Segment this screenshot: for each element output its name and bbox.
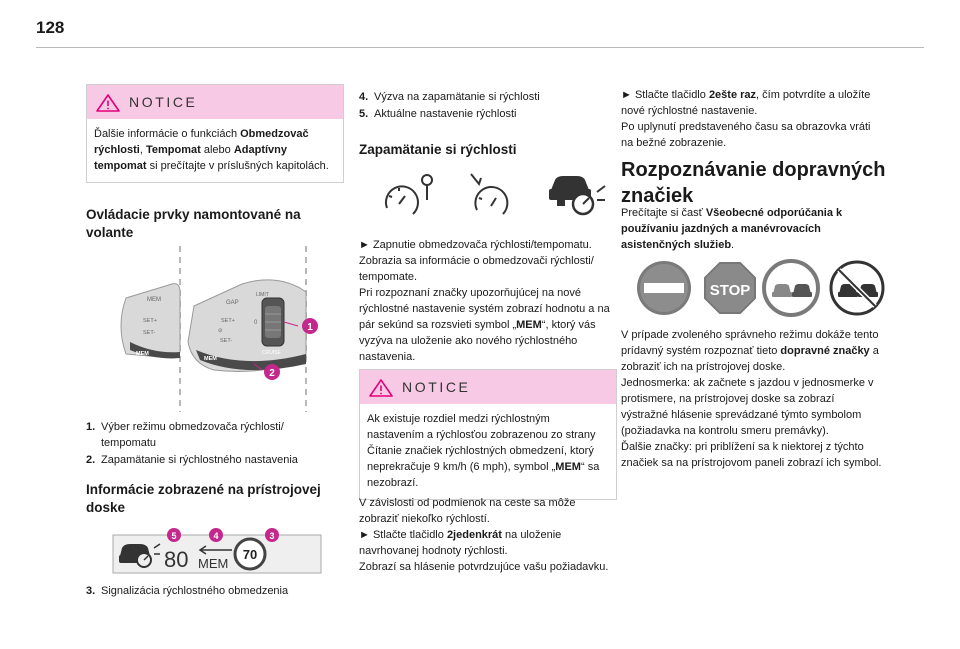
steering-stalk-illustration: [114, 246, 346, 412]
notice-box: [86, 84, 344, 183]
svg-text:MEM: MEM: [204, 356, 217, 362]
display-list-cont: [359, 89, 615, 123]
mem-indicator: MEM: [198, 556, 229, 571]
stop-sign-icon: [703, 261, 757, 315]
set-plus-label: SET+: [221, 318, 235, 324]
current-speed: 80: [164, 547, 189, 572]
list-item: 4. Výzva na zapamätanie si rýchlosti: [359, 91, 540, 103]
heading-steering-controls: Ovládacie prvky namontované na volante: [86, 207, 301, 240]
notice-text: Ak existuje rozdiel medzi rýchlostným nastavením a rýchlosťou zobrazenou zo strany Čítanie značiek rýchlostných obmedzení, ktorý neprekračuje 9 km/h (6 mph), symbol „MEM“ sa nezobrazí.: [367, 413, 600, 489]
svg-text:2: 2: [269, 368, 275, 379]
confirm-text: ► Stlačte tlačidlo 2ešte raz, čím potvrdíte a uložíte nové rýchlostné nastavenie. Po uplynutí predstaveného času sa obrazovka vráti na bežné zobrazenie.: [621, 89, 871, 149]
svg-text:⊘: ⊘: [218, 328, 223, 334]
list-item: 5. Aktuálne nastavenie rýchlosti: [359, 108, 517, 120]
notice-title: NOTICE: [129, 94, 198, 110]
warning-icon: [368, 378, 394, 398]
svg-text:SET+: SET+: [143, 318, 157, 324]
svg-text:1: 1: [307, 322, 313, 333]
notice-title: NOTICE: [402, 379, 471, 395]
stop-sign-text: STOP: [709, 282, 751, 299]
limit-label: LIMIT: [256, 292, 269, 298]
speed-limiter-car-icon: [549, 176, 605, 214]
traffic-signs-intro: Prečítajte si časť Všeobecné odporúčania k používaniu jazdných a manévrovacích asistenčných služieb.: [621, 207, 843, 251]
no-overtaking-sign-icon: [764, 261, 818, 315]
svg-text:4: 4: [213, 531, 219, 541]
warning-icon: [95, 93, 121, 113]
zero-label: 0: [254, 320, 258, 326]
display-list: [86, 583, 336, 600]
speedometer-limit-icon: [386, 175, 432, 214]
notice-header: [360, 370, 616, 404]
speedometer-cruise-icon: [471, 174, 507, 214]
svg-text:5: 5: [171, 531, 177, 541]
notice-header: [87, 85, 343, 119]
traffic-signs-text: V prípade zvoleného správneho režimu dokáže tento prídavný systém rozpoznať tieto dopravné značky a zobraziť ich na prístrojovej doske. Jednosmerka: ak začnete s jazdou v jednosmerke v protismere, na prístrojovej doske sa zobrazí výstražné hlásenie sprevádzané týmto symbolom (požiadavka na kontrolu smeru premávky). Ďalšie značky: pri priblížení sa k niektorej z týchto značiek sa na prístrojovom paneli zobrazí ich symbol.: [621, 329, 882, 469]
gap-label: GAP: [226, 300, 239, 306]
list-item: 3. Signalizácia rýchlostného obmedzenia: [86, 585, 289, 597]
heading-speed-memory: Zapamätanie si rýchlosti: [359, 142, 517, 157]
svg-text:MEM: MEM: [147, 297, 161, 303]
notice-text: Ďalšie informácie o funkciách Obmedzovač rýchlosti, Tempomat alebo Adaptívny tempomat si prečítajte v príslušných kapitolách.: [94, 128, 329, 172]
header-divider: [36, 47, 924, 48]
speed-memory-text: ► Zapnutie obmedzovača rýchlosti/tempomatu. Zobrazia sa informácie o obmedzovači rýchlosti/ tempomate. Pri rozpoznaní značky upozorňujúcej na nové rýchlostné nastavenie systém zobrazí hodnotu a na pár sekúnd sa rozsvieti symbol „MEM“, ktorý vás vyzýva na uloženie ako nového rýchlostného nastavenia.: [359, 239, 610, 363]
dashboard-display-illustration: [112, 528, 322, 576]
list-item: 2. Zapamätanie si rýchlostného nastavenia: [86, 454, 298, 466]
store-speed-text: V závislosti od podmienok na ceste sa môže zobraziť niekoľko rýchlostí. ► Stlačte tlačidlo 2jedenkrát na uloženie navrhovanej hodnoty rýchlosti. Zobrazí sa hlásenie potvrdzujúce vašu požiadavku.: [359, 497, 609, 573]
speed-sign-value: 70: [242, 547, 258, 562]
svg-text:3: 3: [269, 531, 275, 541]
traffic-signs-row: [635, 258, 885, 318]
end-no-overtaking-sign-icon: [831, 262, 883, 314]
controls-list: [86, 419, 336, 469]
notice-box: [359, 369, 617, 500]
list-item: 1. Výber režimu obmedzovača rýchlosti/ tempomatu: [86, 421, 284, 449]
no-entry-sign-icon: [637, 261, 691, 315]
mem-label: MEM: [136, 351, 149, 357]
page-number: 128: [36, 18, 65, 37]
heading-traffic-signs: Rozpoznávanie dopravných značiek: [621, 159, 886, 207]
svg-text:SET-: SET-: [143, 330, 156, 336]
set-minus-label: SET-: [220, 338, 233, 344]
cruise-label: CRUISE: [262, 350, 281, 356]
speed-memory-icons: [379, 170, 619, 224]
heading-dashboard-info: Informácie zobrazené na prístrojovej doske: [86, 482, 321, 515]
